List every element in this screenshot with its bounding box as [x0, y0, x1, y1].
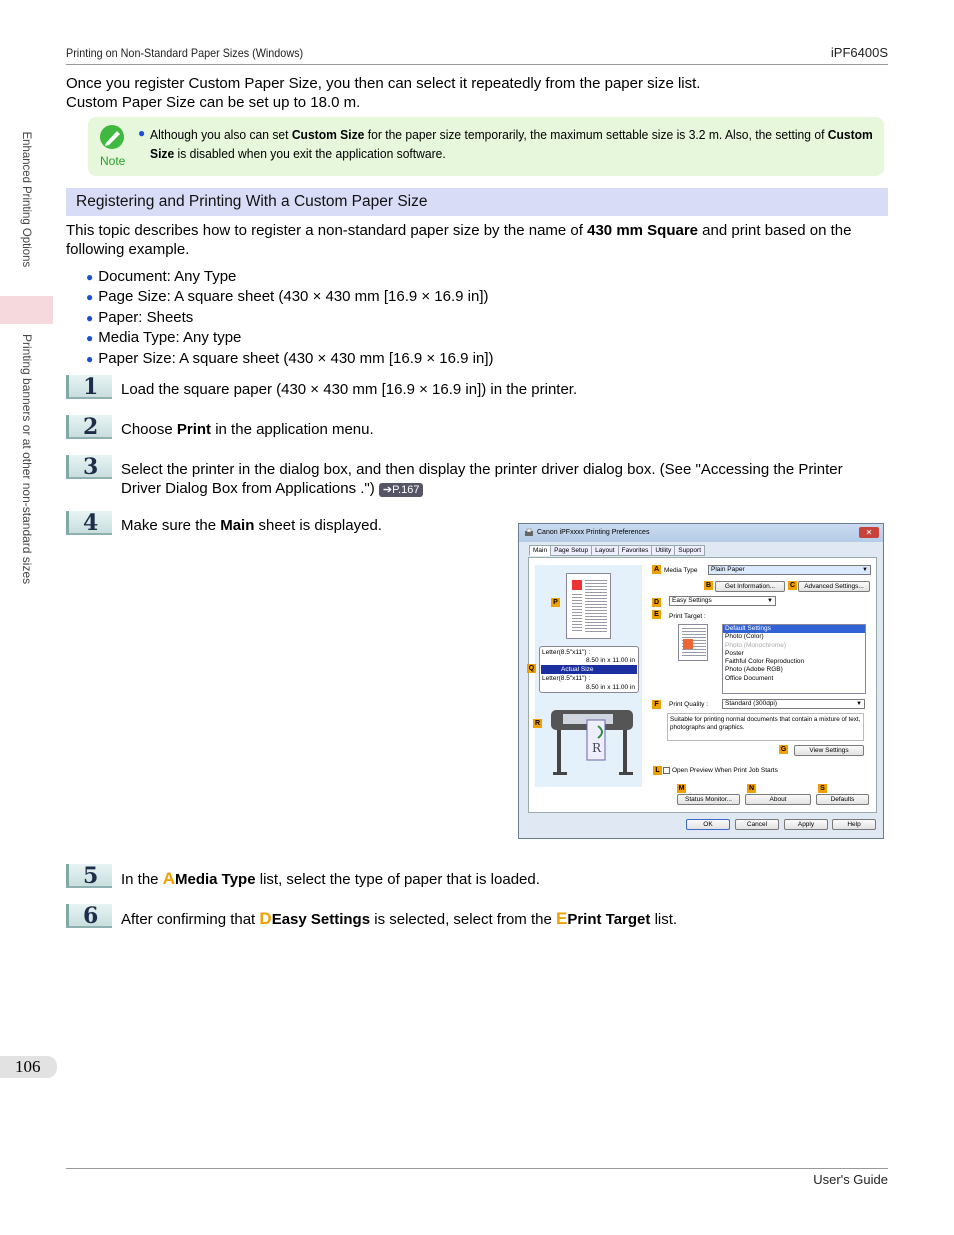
- get-information-button[interactable]: Get Information...: [715, 581, 785, 592]
- footer-label: User's Guide: [813, 1172, 888, 1187]
- output-paper-size: Letter(8.5"x11") :: [542, 675, 591, 682]
- defaults-button[interactable]: Defaults: [816, 794, 869, 805]
- section-heading: Registering and Printing With a Custom Paper Size: [76, 193, 428, 210]
- tab-favorites[interactable]: Favorites: [618, 545, 653, 556]
- svg-text:R: R: [592, 741, 602, 755]
- badge-g: G: [780, 746, 787, 753]
- output-paper-dimensions: 8.50 in x 11.00 in: [585, 684, 635, 691]
- step-text-2: Choose Print in the application menu.: [121, 421, 374, 438]
- tab-layout[interactable]: Layout: [591, 545, 619, 556]
- bullet-icon: ●: [86, 290, 94, 305]
- example-list: [86, 267, 494, 369]
- dialog-tabs: [529, 545, 704, 556]
- running-header-model: iPF6400S: [830, 45, 888, 60]
- list-item[interactable]: Default Settings: [723, 625, 865, 633]
- step-number-6: 6: [66, 904, 112, 928]
- note-text: Although you also can set Custom Size for the paper size temporarily, the maximum settable size is 3.2 m. Also, the setting of Custom Size is disabled when you exit the application software.: [150, 127, 873, 161]
- list-item[interactable]: Photo (Color): [725, 633, 764, 641]
- list-item[interactable]: Office Document: [725, 674, 774, 682]
- marker-e: E: [555, 909, 568, 928]
- badge-f: F: [652, 700, 661, 709]
- step-number-3: 3: [66, 455, 112, 479]
- print-target-label: Print Target :: [669, 613, 706, 620]
- badge-a: A: [653, 566, 660, 573]
- note-label: Note: [100, 154, 126, 168]
- media-type-label: Media Type: [664, 567, 698, 574]
- intro-line-2: Custom Paper Size can be set up to 18.0 m.: [66, 94, 361, 111]
- badge-r: R: [534, 720, 541, 727]
- list-item[interactable]: Faithful Color Reproduction: [725, 658, 805, 666]
- list-item: ● Paper Size: A square sheet (430 × 430 mm [16.9 × 16.9 in]): [86, 349, 494, 367]
- tab-page-setup[interactable]: Page Setup: [550, 545, 592, 556]
- badge-c: C: [789, 582, 796, 589]
- section-heading-bar: [66, 188, 888, 216]
- side-section-label: Printing banners or at other non-standard sizes: [20, 334, 34, 585]
- intro-paragraph: [66, 74, 886, 112]
- intro-line-1: Once you register Custom Paper Size, you then can select it repeatedly from the paper size list.: [66, 75, 701, 92]
- printer-illustration-icon: [543, 696, 638, 784]
- note-box: [88, 117, 884, 176]
- step-number-4: 4: [66, 511, 112, 535]
- input-paper-dimensions: 8.50 in x 11.00 in: [585, 657, 635, 664]
- note-bullet-icon: ●: [138, 126, 146, 140]
- input-paper-size: Letter(8.5"x11") :: [542, 649, 591, 656]
- bullet-icon: ●: [86, 351, 94, 366]
- about-button[interactable]: About: [745, 794, 811, 805]
- easy-settings-dropdown[interactable]: Easy Settings ▼: [669, 596, 776, 606]
- printing-preferences-dialog: [518, 523, 884, 839]
- main-sheet: [528, 557, 877, 813]
- printer-icon: [524, 528, 534, 538]
- badge-l: L: [653, 766, 662, 775]
- bullet-icon: ●: [86, 310, 94, 325]
- view-settings-button[interactable]: View Settings: [794, 745, 864, 756]
- actual-size-bar: Actual Size: [541, 665, 637, 674]
- marker-d: D: [259, 909, 272, 928]
- list-item[interactable]: Poster: [725, 649, 744, 657]
- badge-s: S: [818, 784, 827, 793]
- help-button[interactable]: Help: [832, 819, 876, 830]
- step-text-4: Make sure the Main sheet is displayed.: [121, 517, 382, 534]
- open-preview-checkbox[interactable]: [663, 767, 670, 774]
- open-preview-label: Open Preview When Print Job Starts: [672, 767, 778, 774]
- badge-e: E: [652, 610, 661, 619]
- dialog-title-bar: [519, 524, 883, 542]
- badge-d: D: [653, 599, 660, 606]
- badge-q: Q: [528, 665, 535, 672]
- dialog-title: Canon iPFxxxx Printing Preferences: [537, 529, 650, 536]
- print-quality-dropdown[interactable]: Standard (300dpi) ▼: [722, 699, 865, 709]
- list-item: ● Document: Any Type: [86, 268, 237, 285]
- paper-size-info: [539, 646, 639, 693]
- step-number-5: 5: [66, 864, 112, 888]
- badge-b: B: [705, 582, 712, 589]
- step-text-6: After confirming that DEasy Settings is selected, select from the EPrint Target list.: [121, 909, 678, 928]
- step-text-3: Select the printer in the dialog box, and then display the printer driver dialog box. (See "Accessing the Printer Driver Dialog Box from Applications .") ➔P.167: [121, 461, 843, 497]
- apply-button[interactable]: Apply: [784, 819, 828, 830]
- list-item: ● Page Size: A square sheet (430 × 430 mm [16.9 × 16.9 in]): [86, 288, 489, 306]
- tab-utility[interactable]: Utility: [651, 545, 675, 556]
- preview-image-icon: [572, 580, 582, 590]
- list-item: ● Media Type: Any type: [86, 329, 242, 347]
- page-number-tab: [0, 1056, 57, 1078]
- badge-p: P: [551, 598, 560, 607]
- running-header-title: Printing on Non-Standard Paper Sizes (Windows): [66, 46, 304, 60]
- advanced-settings-button[interactable]: Advanced Settings...: [798, 581, 870, 592]
- tab-main[interactable]: Main: [529, 545, 551, 556]
- list-item[interactable]: Photo (Monochrome): [725, 641, 787, 649]
- step-number-1: 1: [66, 375, 112, 399]
- step-number-2: 2: [66, 415, 112, 439]
- cancel-button[interactable]: Cancel: [735, 819, 779, 830]
- quality-description: Suitable for printing normal documents that contain a mixture of text, photographs and graphics.: [667, 713, 864, 741]
- dialog-close-button[interactable]: ✕: [859, 527, 879, 538]
- step-text-5: In the AMedia Type list, select the type of paper that is loaded.: [121, 869, 540, 888]
- note-pencil-icon: [98, 123, 128, 151]
- ok-button[interactable]: OK: [686, 819, 730, 830]
- marker-a: A: [162, 869, 175, 888]
- header-rule: [66, 64, 888, 65]
- badge-n: N: [748, 785, 755, 792]
- badge-m: M: [678, 785, 685, 792]
- topic-paragraph: This topic describes how to register a non-standard paper size by the name of 430 mm Square and print based on the following example.: [66, 222, 852, 258]
- page-preview: [566, 573, 611, 639]
- list-item[interactable]: Photo (Adobe RGB): [725, 666, 783, 674]
- tab-support[interactable]: Support: [674, 545, 705, 556]
- bullet-icon: ●: [86, 331, 94, 346]
- print-quality-label: Print Quality :: [669, 701, 709, 708]
- bullet-icon: ●: [86, 270, 94, 284]
- footer-rule: [66, 1168, 888, 1169]
- page-number: 106: [15, 1057, 41, 1076]
- media-type-dropdown[interactable]: Plain Paper ▼: [708, 565, 871, 575]
- chevron-down-icon: ▼: [862, 567, 868, 573]
- chevron-down-icon: ▼: [767, 598, 773, 604]
- print-target-list[interactable]: [722, 624, 866, 694]
- side-chapter-tab: [0, 296, 53, 324]
- step-text-1: Load the square paper (430 × 430 mm [16.9 × 16.9 in]) in the printer.: [121, 381, 578, 398]
- status-monitor-button[interactable]: Status Monitor...: [677, 794, 740, 805]
- print-target-preview: [678, 624, 708, 661]
- chevron-down-icon: ▼: [856, 701, 862, 707]
- page-reference-link[interactable]: ➔P.167: [379, 483, 424, 497]
- list-item: ● Paper: Sheets: [86, 308, 194, 326]
- side-chapter-label: Enhanced Printing Options: [20, 131, 34, 268]
